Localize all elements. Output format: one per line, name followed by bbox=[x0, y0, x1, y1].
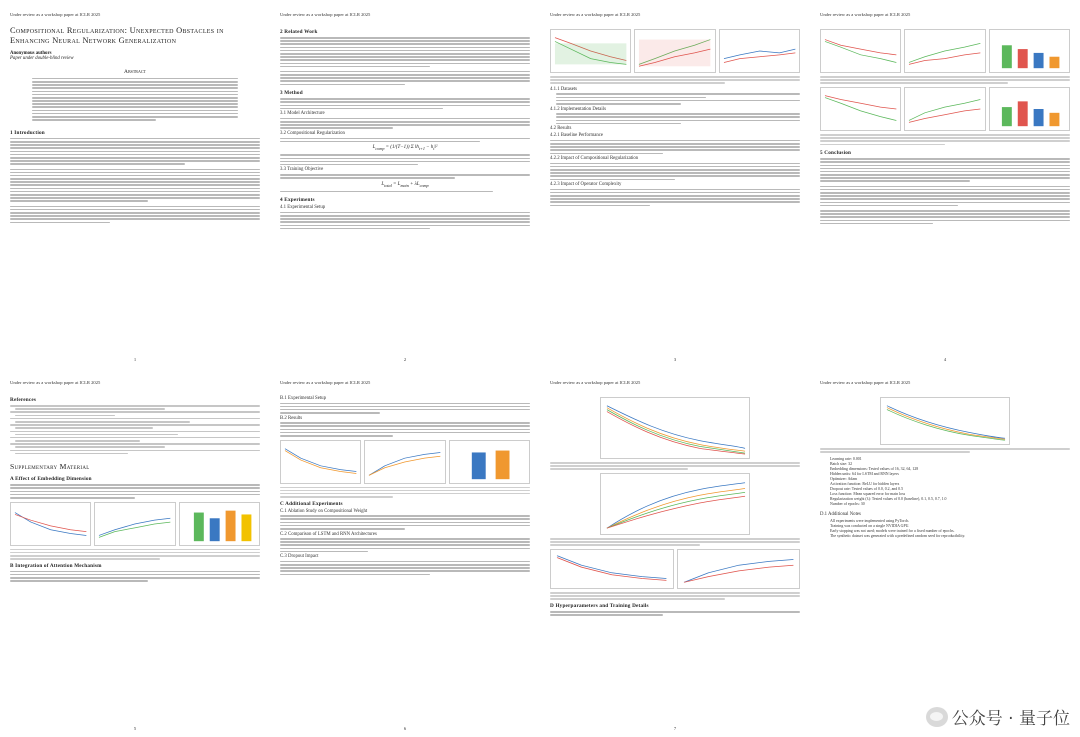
list-item: Early stopping was not used; models were trained for a fixed number of epochs. bbox=[830, 528, 955, 533]
subsection-heading: C.1 Ablation Study on Compositional Weight bbox=[280, 508, 368, 514]
figure-5-right-plot bbox=[449, 440, 530, 484]
section-heading: A Effect of Embedding Dimension bbox=[10, 476, 92, 483]
figure-4-caption bbox=[10, 549, 260, 560]
figure-8-left-plot bbox=[550, 549, 674, 589]
watermark bbox=[926, 704, 1070, 729]
subsection-heading: 4.2.2 Impact of Compositional Regularization bbox=[550, 156, 639, 162]
section-heading: B Integration of Attention Mechanism bbox=[10, 562, 102, 569]
page-header: Under review as a workshop paper at ICLR 2025 bbox=[820, 380, 911, 385]
comp-reg-text bbox=[550, 163, 800, 181]
section-heading: 3 Method bbox=[280, 90, 303, 97]
section-heading: 5 Conclusion bbox=[820, 150, 852, 157]
figure-1-middle-plot bbox=[634, 29, 715, 73]
subsection-heading: C.3 Dropout Impact bbox=[280, 554, 319, 560]
paper-title: Compositional Regularization: Unexpected Obstacles in Enhancing Neural Network Generalization bbox=[10, 26, 224, 45]
embedding-text bbox=[10, 484, 260, 498]
list-item: Hidden units: 64 for LSTM and RNN layers bbox=[830, 471, 899, 476]
ablation-text bbox=[280, 515, 530, 529]
page-number: 2 bbox=[403, 357, 407, 362]
page-number: 7 bbox=[673, 726, 677, 731]
page-number: 3 bbox=[673, 357, 677, 362]
list-item: Loss function: Mean squared error for main loss bbox=[830, 491, 906, 496]
regularization-text bbox=[280, 138, 530, 143]
architecture-text bbox=[280, 118, 530, 129]
baseline-text bbox=[550, 140, 800, 154]
figure-3-right-plot bbox=[989, 87, 1070, 131]
intro-text bbox=[10, 138, 260, 223]
figure-9-plot bbox=[880, 397, 1010, 445]
figure-1 bbox=[550, 29, 800, 73]
related-work-text bbox=[280, 37, 530, 85]
references-list bbox=[10, 405, 260, 454]
paper-page-1 bbox=[0, 0, 270, 368]
hyperparameter-list bbox=[830, 457, 1070, 507]
subsection-heading: 4.1.1 Datasets bbox=[550, 86, 578, 92]
list-item: All experiments were implemented using PyTorch. bbox=[830, 518, 910, 523]
subsection-heading: 4.1 Experimental Setup bbox=[280, 205, 326, 211]
subsection-heading: 3.2 Compositional Regularization bbox=[280, 131, 345, 137]
equation-1: $L_{comp} = (1/(T-1))$ Σ $‖h_{t+1}$ − $h_t‖^2$ bbox=[372, 145, 438, 152]
section-heading: C Additional Experiments bbox=[280, 500, 343, 507]
list-item: Learning rate: 0.001 bbox=[830, 456, 862, 461]
figure-4 bbox=[10, 502, 260, 546]
abstract-text bbox=[10, 78, 260, 121]
figure-4-middle-plot bbox=[94, 502, 175, 546]
subsection-heading: C.2 Comparison of LSTM and RNN Architectures bbox=[280, 531, 377, 537]
paper-page-3 bbox=[540, 0, 810, 368]
subsection-heading: 3.1 Model Architecture bbox=[280, 111, 325, 117]
figure-1-caption bbox=[550, 76, 800, 84]
figure-9 bbox=[820, 397, 1070, 445]
figure-9-caption bbox=[820, 448, 1070, 453]
abstract-heading: Abstract bbox=[124, 68, 146, 75]
setup-text bbox=[280, 212, 530, 230]
page-header: Under review as a workshop paper at ICLR 2025 bbox=[10, 12, 101, 17]
paper-page-7 bbox=[540, 368, 810, 737]
author-note: Paper under double-blind review bbox=[10, 56, 74, 62]
figure-8-caption bbox=[550, 592, 800, 600]
hyperparams-intro-text bbox=[550, 611, 800, 616]
datasets-text bbox=[550, 93, 800, 104]
figure-5-caption bbox=[280, 487, 530, 498]
page-number: 6 bbox=[403, 726, 407, 731]
paper-page-4 bbox=[810, 0, 1080, 368]
figure-3 bbox=[820, 87, 1070, 131]
figure-5-middle-plot bbox=[364, 440, 445, 484]
dropout-text bbox=[280, 561, 530, 575]
figure-6-caption bbox=[550, 462, 800, 470]
figure-1-left-plot bbox=[550, 29, 631, 73]
subsection-heading: B.1 Experimental Setup bbox=[280, 396, 326, 401]
page-number: 4 bbox=[943, 357, 947, 362]
figure-3-left-plot bbox=[820, 87, 901, 131]
figure-4-right-plot bbox=[179, 502, 260, 546]
figure-3-caption bbox=[820, 134, 1070, 145]
conclusion-text bbox=[820, 158, 1070, 224]
page-header: Under review as a workshop paper at ICLR 2025 bbox=[820, 12, 911, 17]
supplementary-heading: Supplementary Material bbox=[10, 462, 90, 472]
section-heading: 4 Experiments bbox=[280, 197, 315, 204]
page-header: Under review as a workshop paper at ICLR 2025 bbox=[280, 380, 371, 385]
page-number: 5 bbox=[133, 726, 137, 731]
objective-text-2 bbox=[280, 191, 530, 193]
figure-8 bbox=[550, 549, 800, 589]
list-item: Dropout rate: Tested values of 0.0, 0.2, and 0.5 bbox=[830, 486, 904, 491]
subsection-heading: 4.2.1 Baseline Performance bbox=[550, 133, 604, 139]
figure-7 bbox=[550, 473, 800, 535]
subsection-heading: 4.2.3 Impact of Operator Complexity bbox=[550, 182, 622, 188]
figure-5 bbox=[280, 440, 530, 484]
list-item: Activation function: ReLU for hidden layers bbox=[830, 481, 900, 486]
figure-7-plot bbox=[600, 473, 750, 535]
subsection-heading: D.1 Additional Notes bbox=[820, 511, 861, 517]
figure-2 bbox=[820, 29, 1070, 73]
paper-page-8 bbox=[810, 368, 1080, 737]
operator-text bbox=[550, 189, 800, 207]
figure-6 bbox=[550, 397, 800, 459]
figure-2-caption bbox=[820, 76, 1070, 84]
method-text bbox=[280, 98, 530, 109]
watermark-text: 公众号 · 量子位 bbox=[951, 709, 1070, 729]
subsection-heading: 3.3 Training Objective bbox=[280, 167, 324, 173]
page-header: Under review as a workshop paper at ICLR 2025 bbox=[10, 380, 101, 385]
figure-6-plot bbox=[600, 397, 750, 459]
list-item: Regularization weight (λ): Tested values of 0.0 (baseline), 0.1, 0.5, 0.7, 1.0 bbox=[830, 496, 947, 501]
paper-page-5 bbox=[0, 368, 270, 737]
page-header: Under review as a workshop paper at ICLR 2025 bbox=[550, 380, 641, 385]
attention-text bbox=[10, 571, 260, 582]
figure-5-left-plot bbox=[280, 440, 361, 484]
regularization-text-2 bbox=[280, 154, 530, 165]
figure-1-right-plot bbox=[719, 29, 800, 73]
figure-4-left-plot bbox=[10, 502, 91, 546]
author-line: Anonymous authors bbox=[10, 50, 52, 56]
paper-page-2 bbox=[270, 0, 540, 368]
figure-2-left-plot bbox=[820, 29, 901, 73]
notes-list bbox=[830, 519, 1070, 539]
wechat-icon bbox=[926, 707, 948, 727]
objective-text bbox=[280, 174, 530, 179]
list-item: Embedding dimensions: Tested values of 16, 32, 64, 128 bbox=[830, 466, 919, 471]
page-header: Under review as a workshop paper at ICLR 2025 bbox=[280, 12, 371, 17]
section-heading: D Hyperparameters and Training Details bbox=[550, 602, 649, 609]
subsection-heading: B.2 Results bbox=[280, 415, 303, 421]
attn-setup-text bbox=[280, 403, 530, 414]
paper-page-6 bbox=[270, 368, 540, 737]
list-item: Optimizer: Adam bbox=[830, 476, 858, 481]
list-item: The synthetic dataset was generated with a predefined random seed for reproducibility. bbox=[830, 533, 966, 538]
equation-2: $L_{total} = L_{main} + \lambda L_{comp}$ bbox=[381, 181, 429, 188]
list-item: Number of epochs: 30 bbox=[830, 501, 865, 506]
figure-7-caption bbox=[550, 538, 800, 546]
list-item: Training was conducted on a single NVIDIA GPU. bbox=[830, 523, 910, 528]
subsection-heading: 4.2 Results bbox=[550, 126, 572, 132]
figure-3-middle-plot bbox=[904, 87, 985, 131]
page-number: 1 bbox=[133, 357, 137, 362]
section-heading: 2 Related Work bbox=[280, 29, 318, 35]
page-header: Under review as a workshop paper at ICLR 2025 bbox=[550, 12, 641, 17]
list-item: Batch size: 32 bbox=[830, 461, 853, 466]
figure-8-right-plot bbox=[677, 549, 801, 589]
section-heading: 1 Introduction bbox=[10, 129, 45, 136]
section-heading: References bbox=[10, 397, 37, 403]
implementation-text bbox=[550, 113, 800, 124]
figure-2-middle-plot bbox=[904, 29, 985, 73]
figure-2-right-plot bbox=[989, 29, 1070, 73]
subsection-heading: 4.1.2 Implementation Details bbox=[550, 106, 606, 112]
attn-results-text bbox=[280, 422, 530, 436]
lstm-rnn-text bbox=[280, 538, 530, 552]
